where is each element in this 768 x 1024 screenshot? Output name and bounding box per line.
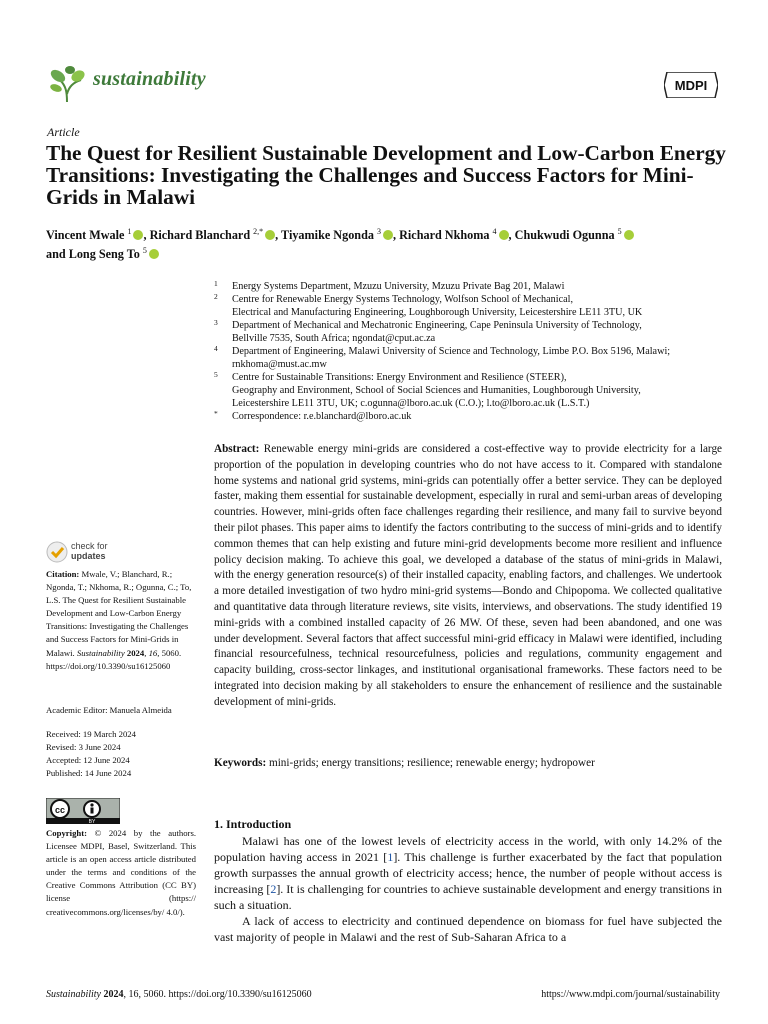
journal-leaf-logo (48, 64, 86, 104)
author-list: Vincent Mwale $^1$ , Richard Blanchard $^{2,*}$ , Tiyamike Ngonda $^3$ , Richard Nkhoma $^4$ , Chukwudi Ogunna $^5$ and Long Seng To $^5$ (46, 224, 736, 262)
abstract-text: Renewable energy mini-grids are considered a cost-effective way to provide electricity for a large proportion of the population in developing countries who do not have access to it. Compared with standalone home systems and national grid systems, mini-grids can potentially offer a better service. They can be deployed faster, making them essential for sustainable development, especially in rural and semi-urban areas of developing countries. However, mini-grids often face challenges regarding their resilience, and many fail to survive beyond their pilot phases. This paper aims to identify the factors contributing to the success of mini-grids and to identify common themes that can help existing and future mini-grid developments become more resilient and influence policy decision making. To achieve this goal, we developed a database of the status of mini-grids in Malawi, with the energy generation resource(s) of their installed capacity, enabling factors, and challenges. We undertook a more detailed investigation of two hydro mini-grid systems—Bondo and Chipopoma. We collected qualitative and quantitative data through literature reviews, site visits, interviews, and observations. The study identified 19 mini-grids with a combined installed capacity of 26 MW. Of these, seven had been abandoned, and one was under development. Several factors that affect successful mini-grid efficacy in Malawi were identified, including financial resourcefulness, technical resourcefulness, policies and regulations, community engagement and capacity building, cross-sector linkages, and institutional organisational frameworks. These factors need to be integrated into decision making by all stakeholders to ensure the enhancement of resilience and the sustainable development of mini-grids. (214, 443, 723, 708)
affiliation-item (214, 371, 724, 410)
affiliation-item (214, 345, 724, 371)
affiliation-line: Bellville 7535, South Africa; ngondat@cput.ac.za (232, 333, 436, 344)
affiliation-line: Department of Engineering, Malawi University of Science and Technology, Limbe P.O. Box 5196, Malawi; (232, 346, 671, 357)
affiliation-line: Geography and Environment, School of Social Sciences and Humanities, Loughborough University, (232, 385, 641, 396)
keywords-text: mini-grids; energy transitions; resilience; renewable energy; hydropower (269, 757, 595, 769)
orcid-icon[interactable] (383, 230, 393, 240)
update-check-icon (46, 540, 68, 564)
keywords-label: Keywords: (214, 757, 267, 769)
cc-by-license-icon[interactable] (46, 798, 120, 824)
abstract (214, 442, 722, 711)
check-for-updates-button[interactable] (46, 540, 156, 566)
received-date: Received: 19 March 2024 (46, 729, 136, 739)
affiliation-line: Energy Systems Department, Mzuzu University, Mzuzu Private Bag 201, Malawi (232, 281, 565, 292)
footer-citation: Sustainability 2024, 16, 5060. https://doi.org/10.3390/su16125060 (46, 989, 312, 1000)
section-heading-introduction: 1. Introduction (214, 817, 292, 831)
author[interactable]: Richard Blanchard $^{2,*}$ (150, 228, 276, 242)
academic-editor: Academic Editor: Manuela Almeida (46, 705, 172, 715)
cc-by-label: BY (88, 819, 96, 824)
author[interactable]: Vincent Mwale $^1$ (46, 228, 143, 242)
introduction-body (214, 833, 722, 945)
affiliation-line: Leicestershire LE11 3TU, UK; c.ogunna@lboro.ac.uk (C.O.); l.to@lboro.ac.uk (L.S.T.) (232, 398, 590, 409)
orcid-icon[interactable] (624, 230, 634, 240)
author[interactable]: Tiyamike Ngonda $^3$ (281, 228, 393, 242)
keywords (214, 757, 722, 769)
affiliation-number: 2 (214, 292, 218, 301)
author[interactable]: Long Seng To $^5$ (69, 247, 159, 261)
paragraph: Malawi has one of the lowest levels of electricity access in the world, with only 14.2% of the population having access in 2021 [1]. This challenge is further exacerbated by the fact that population growth surpasses the annual growth of electricity access; hence, the number of people without access is increasing [2]. It is challenging for countries to achieve sustainable development and energy transitions in such a situation. (214, 834, 722, 912)
reference-link[interactable]: 2 (270, 882, 277, 896)
affiliation-number: 1 (214, 279, 218, 288)
affiliation-line: Electrical and Manufacturing Engineering, Loughborough University, Leicestershire LE11 3TU, UK (232, 307, 643, 318)
accepted-date: Accepted: 12 June 2024 (46, 755, 130, 766)
affiliation-number: 3 (214, 318, 218, 327)
orcid-icon[interactable] (149, 249, 159, 259)
revised-date: Revised: 3 June 2024 (46, 742, 121, 753)
affiliation-item (214, 280, 724, 293)
abstract-label: Abstract: (214, 443, 260, 455)
citation-doi-link[interactable]: , 5060. https://doi.org/10.3390/su16125060 (46, 647, 182, 671)
reference-link[interactable]: 1 (387, 850, 394, 864)
author[interactable]: Richard Nkhoma $^4$ (399, 228, 508, 242)
correspondence-line[interactable]: Correspondence: r.e.blanchard@lboro.ac.uk (232, 411, 412, 422)
citation-block: Citation: Mwale, V.; Blanchard, R.; Ngonda, T.; Nkhoma, R.; Ogunna, C.; To, L.S. The Quest for Resilient Sustainable Development and Low-Carbon Energy Transitions: Investigating the Challenges and Success Factors for Mini-Grids in Malawi. Sustainability 2024, 16, 5060. https://doi.org/10.3390/su16125060 (46, 569, 192, 671)
affiliation-line: Department of Mechanical and Mechatronic Engineering, Cape Peninsula University of Technology, (232, 320, 642, 331)
orcid-icon[interactable] (265, 230, 275, 240)
svg-text:cc: cc (54, 805, 66, 815)
copyright-block: Copyright: © 2024 by the authors. Licensee MDPI, Basel, Switzerland. This article is an open access article distributed under the terms and conditions of the Creative Commons Attribution (CC BY) license (https:// creativecommons.org/licenses/by/ 4.0/). (46, 828, 196, 917)
footer-journal-url[interactable]: https://www.mdpi.com/journal/sustainability (541, 989, 720, 1000)
history-dates (46, 728, 196, 780)
paragraph: A lack of access to electricity and continued dependence on biomass for fuel have subjected the vast majority of people in Malawi and the rest of Sub-Saharan Africa to a (214, 914, 722, 944)
article-type: Article (47, 125, 80, 139)
affiliation-line: rnkhoma@must.ac.mw (232, 359, 327, 370)
mdpi-logo-text: MDPI (674, 78, 708, 93)
affiliations (214, 280, 724, 423)
journal-name[interactable]: sustainability (93, 68, 206, 90)
author[interactable]: Chukwudi Ogunna $^5$ (515, 228, 634, 242)
affiliation-line: Centre for Sustainable Transitions: Energy Environment and Resilience (STEER), (232, 372, 567, 383)
orcid-icon[interactable] (499, 230, 509, 240)
published-date: Published: 14 June 2024 (46, 768, 132, 779)
affiliation-item (214, 293, 724, 319)
updates-text: check for updates (71, 541, 108, 561)
affiliation-number: 4 (214, 344, 218, 353)
affiliation-item (214, 319, 724, 345)
affiliation-number: 5 (214, 370, 218, 379)
orcid-icon[interactable] (133, 230, 143, 240)
paper-title: The Quest for Resilient Sustainable Development and Low-Carbon Energy Transitions: Investigating the Challenges and Success Factors for Mini-Grids in Malawi (46, 141, 726, 209)
affiliation-item (214, 410, 724, 423)
affiliation-line: Centre for Renewable Energy Systems Technology, Wolfson School of Mechanical, (232, 294, 573, 305)
affiliation-number: * (214, 409, 218, 418)
mdpi-logo[interactable] (664, 72, 718, 98)
